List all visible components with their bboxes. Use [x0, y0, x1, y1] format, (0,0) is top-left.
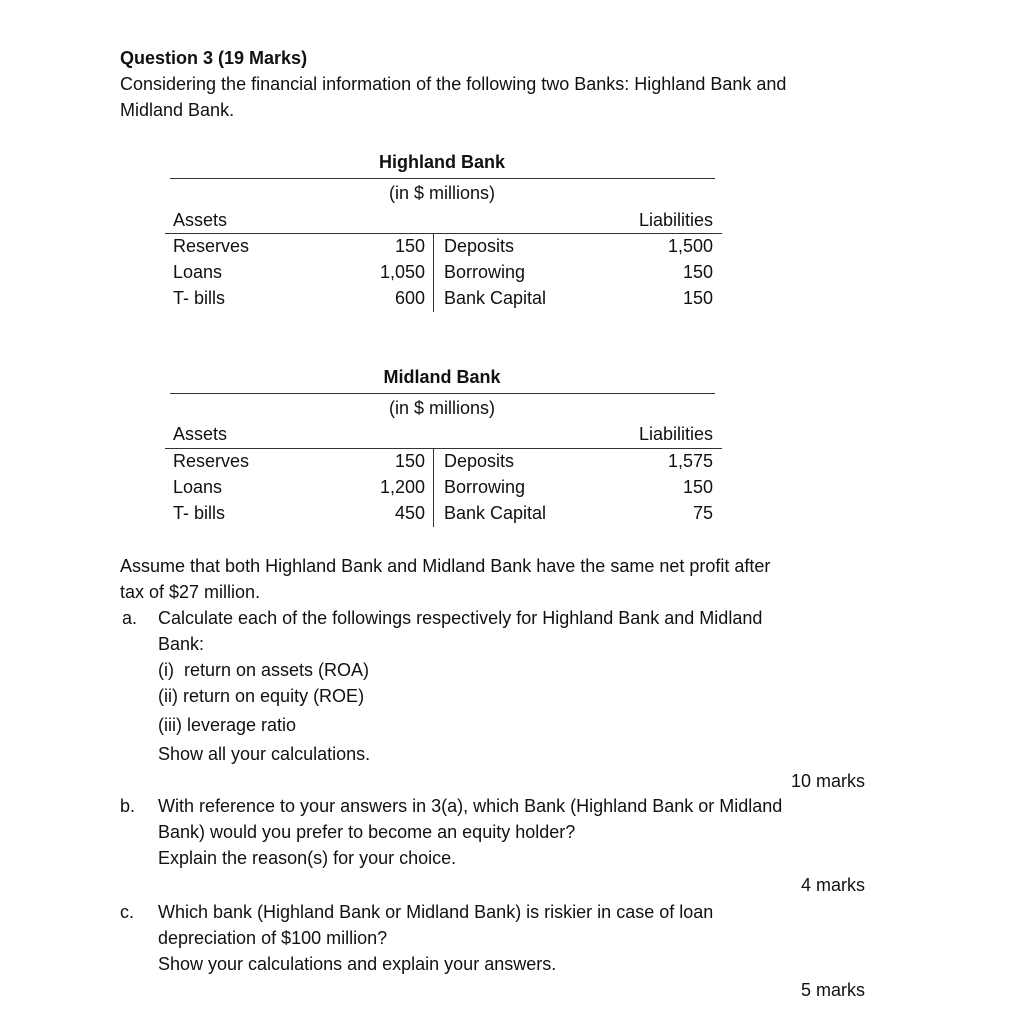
part-b-line-2: Bank) would you prefer to become an equity holder?	[158, 822, 576, 842]
highland-asset-label: Loans	[173, 262, 223, 282]
midland-liability-label: Bank Capital	[444, 503, 547, 523]
highland-liability-label: Bank Capital	[444, 288, 547, 308]
part-c-marks: 5 marks	[800, 980, 865, 1000]
midland-header-rule	[165, 448, 722, 449]
part-a-line-2: Bank:	[158, 634, 205, 654]
part-c-line-2: depreciation of $100 million?	[158, 928, 388, 948]
midland-asset-label: Loans	[173, 477, 223, 497]
midland-asset-label: Reserves	[173, 451, 250, 471]
highland-unit: (in $ millions)	[388, 183, 496, 203]
highland-header-rule	[165, 233, 722, 234]
midland-liability-label: Borrowing	[444, 477, 526, 497]
highland-top-rule	[170, 178, 715, 179]
assumption-line-1: Assume that both Highland Bank and Midland Bank have the same net profit after	[120, 556, 771, 576]
part-b-label: b.	[120, 796, 136, 816]
intro-line-1: Considering the financial information of the following two Banks: Highland Bank and	[120, 74, 787, 94]
midland-liability-value: 75	[692, 503, 713, 523]
highland-title: Highland Bank	[378, 152, 505, 172]
midland-asset-label: T- bills	[173, 503, 226, 523]
midland-liability-label: Deposits	[444, 451, 515, 471]
midland-top-rule	[170, 393, 715, 394]
part-b-marks: 4 marks	[800, 875, 865, 895]
part-c-label: c.	[120, 902, 135, 922]
highland-liability-label: Deposits	[444, 236, 515, 256]
midland-liability-value: 1,575	[667, 451, 713, 471]
part-a-item-roa: (i) return on assets (ROA)	[158, 660, 370, 680]
highland-asset-label: T- bills	[173, 288, 226, 308]
highland-assets-header: Assets	[173, 210, 228, 230]
midland-asset-value: 1,200	[379, 477, 425, 497]
part-a-line-1: Calculate each of the followings respectively for Highland Bank and Midland	[158, 608, 763, 628]
part-a-item-leverage: (iii) leverage ratio	[158, 715, 297, 735]
midland-title: Midland Bank	[383, 367, 501, 387]
intro-line-2: Midland Bank.	[120, 100, 235, 120]
highland-asset-value: 600	[394, 288, 425, 308]
part-a-item-roe: (ii) return on equity (ROE)	[158, 686, 365, 706]
part-b-line-3: Explain the reason(s) for your choice.	[158, 848, 457, 868]
assumption-line-2: tax of $27 million.	[120, 582, 261, 602]
part-c-line-3: Show your calculations and explain your answers.	[158, 954, 557, 974]
part-a-show: Show all your calculations.	[158, 744, 371, 764]
midland-assets-header: Assets	[173, 424, 228, 444]
highland-t-divider	[433, 234, 434, 312]
midland-liability-value: 150	[682, 477, 713, 497]
question-title: Question 3 (19 Marks)	[120, 48, 308, 68]
highland-liability-value: 150	[682, 288, 713, 308]
part-a-label: a.	[122, 608, 138, 628]
midland-unit: (in $ millions)	[388, 398, 496, 418]
part-c-line-1: Which bank (Highland Bank or Midland Bank) is riskier in case of loan	[158, 902, 714, 922]
midland-liabilities-header: Liabilities	[638, 424, 713, 444]
part-a-marks: 10 marks	[790, 771, 865, 791]
highland-liability-label: Borrowing	[444, 262, 526, 282]
midland-asset-value: 450	[394, 503, 425, 523]
midland-asset-value: 150	[394, 451, 425, 471]
highland-liability-value: 1,500	[667, 236, 713, 256]
highland-liabilities-header: Liabilities	[638, 210, 713, 230]
highland-asset-value: 150	[394, 236, 425, 256]
highland-liability-value: 150	[682, 262, 713, 282]
part-b-line-1: With reference to your answers in 3(a), which Bank (Highland Bank or Midland	[158, 796, 783, 816]
highland-asset-label: Reserves	[173, 236, 250, 256]
midland-t-divider	[433, 449, 434, 527]
highland-asset-value: 1,050	[379, 262, 425, 282]
